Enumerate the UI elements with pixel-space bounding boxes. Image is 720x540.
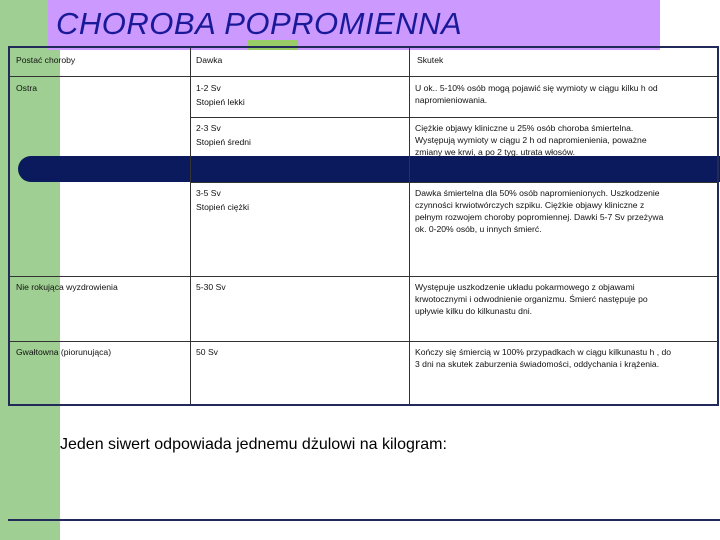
cell-effect-line: pełnym rozwojem choroby popromiennej. Dawki 5-7 Sv przeżywa bbox=[415, 212, 664, 222]
footnote-text: Jeden siwert odpowiada jednemu dżulowi na kilogram: bbox=[60, 436, 447, 453]
cell-effect-line: Występują wymioty w ciągu 2 h od napromienienia, poważne bbox=[415, 135, 647, 145]
cell-dose-value: 3-5 Sv bbox=[196, 188, 221, 198]
cell-dose-value: 2-3 Sv bbox=[196, 123, 221, 133]
cell-effect-line: czynności krwiotwórczych szpiku. Ciężkie objawy kliniczne z bbox=[415, 200, 645, 210]
cell-effect-line: krwotocznymi i odwodnienie organizmu. Śmierć następuje po bbox=[415, 294, 648, 304]
row-divider bbox=[10, 276, 718, 277]
cell-form: Gwałtowna (piorunująca) bbox=[16, 347, 112, 357]
row-divider bbox=[190, 117, 718, 118]
cell-dose-level: Stopień ciężki bbox=[196, 202, 250, 212]
left-decorative-strip bbox=[0, 0, 60, 540]
cell-effect-line: ok. 0-20% osób, u innych śmierć. bbox=[415, 224, 542, 234]
column-divider bbox=[409, 48, 410, 405]
cell-form: Ostra bbox=[16, 83, 38, 93]
column-divider bbox=[190, 48, 191, 405]
cell-dose-value: 5-30 Sv bbox=[196, 282, 226, 292]
cell-dose-level: Stopień lekki bbox=[196, 97, 245, 107]
header-effect: Skutek bbox=[417, 55, 444, 65]
cell-effect-line: 3 dni na skutek zaburzenia świadomości, oddychania i krążenia. bbox=[415, 359, 660, 369]
cell-effect-line: Występuje uszkodzenie układu pokarmowego z objawami bbox=[415, 282, 635, 292]
cell-form: Nie rokująca wyzdrowienia bbox=[16, 282, 118, 292]
slide-title: CHOROBA POPROMIENNA bbox=[56, 6, 463, 41]
row-divider bbox=[10, 76, 718, 77]
row-divider bbox=[10, 341, 718, 342]
cell-dose-level: Stopień średni bbox=[196, 137, 251, 147]
cell-effect-line: Dawka śmiertelna dla 50% osób napromienionych. Uszkodzenie bbox=[415, 188, 660, 198]
bottom-divider bbox=[8, 519, 720, 521]
cell-effect-line: napromieniowania. bbox=[415, 95, 488, 105]
cell-effect-line: Kończy się śmiercią w 100% przypadkach w ciągu kilkunastu h , do bbox=[415, 347, 672, 357]
cell-effect-line: upływie kilku do kilkunastu dni. bbox=[415, 306, 533, 316]
row-divider bbox=[190, 182, 718, 183]
cell-effect-line: U ok.. 5-10% osób mogą pojawić się wymioty w ciągu kilku h od bbox=[415, 83, 658, 93]
cell-effect-line: Ciężkie objawy kliniczne u 25% osób choroba śmiertelna. bbox=[415, 123, 634, 133]
cell-dose-value: 1-2 Sv bbox=[196, 83, 221, 93]
header-form: Postać choroby bbox=[16, 55, 76, 65]
header-dose: Dawka bbox=[196, 55, 223, 65]
cell-effect-line: zmiany we krwi, a po 2 tyg. utrata włosów. bbox=[415, 147, 576, 157]
cell-dose-value: 50 Sv bbox=[196, 347, 218, 357]
decorative-dark-bar bbox=[18, 156, 720, 182]
